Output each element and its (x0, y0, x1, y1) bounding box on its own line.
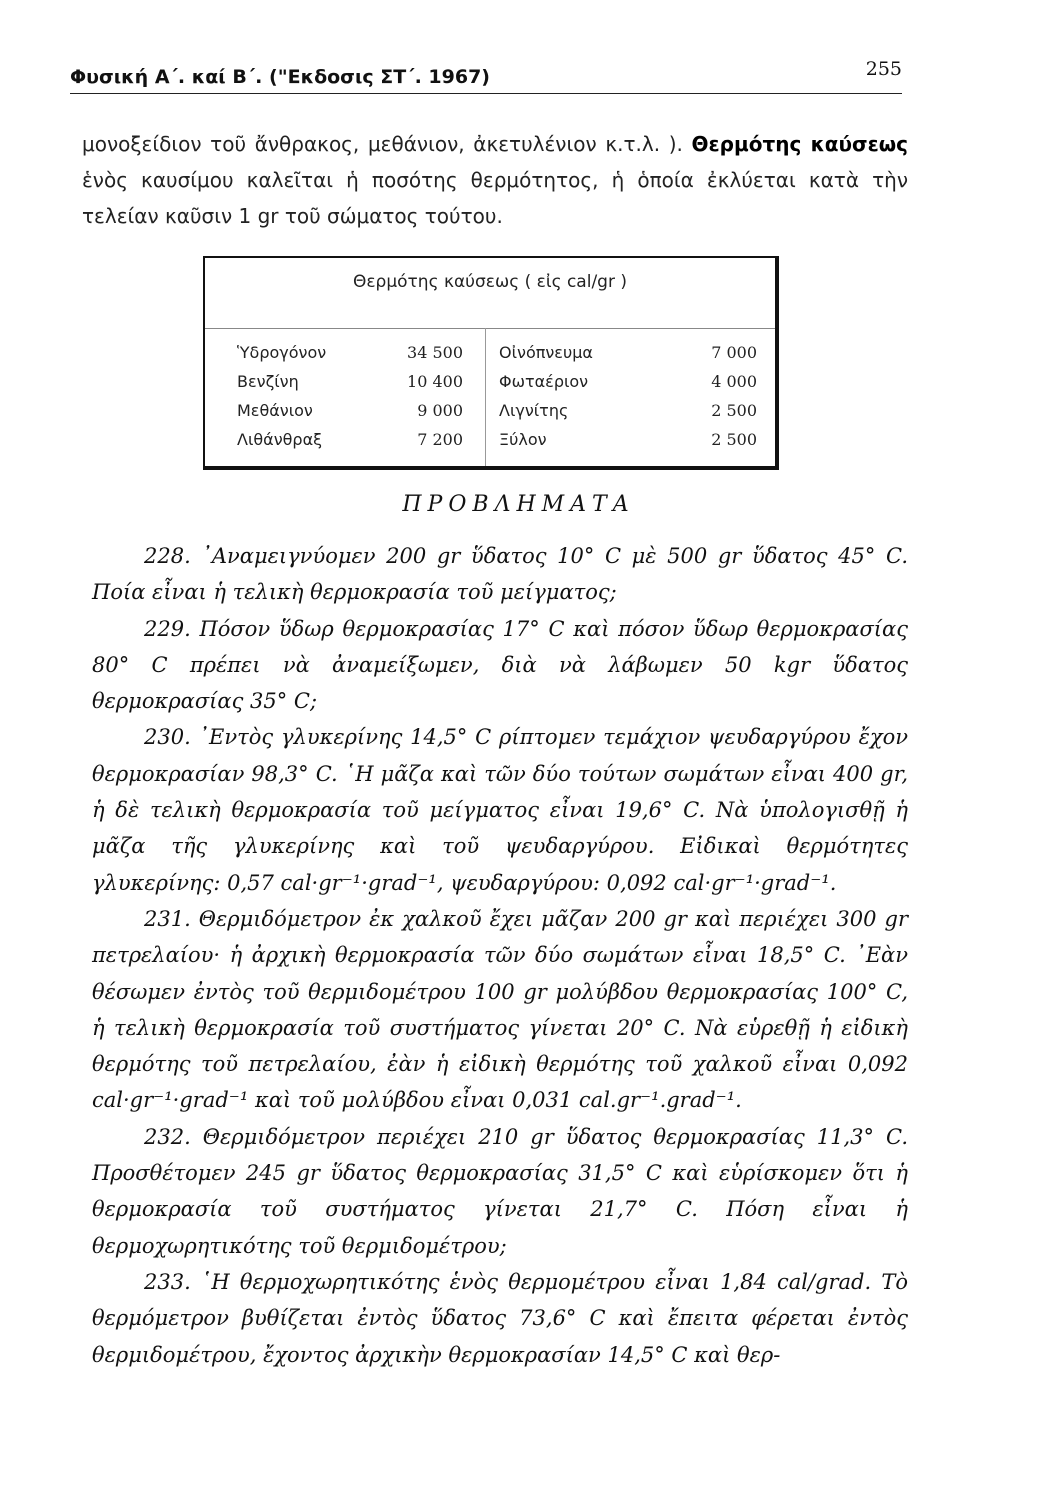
problem-232: 232. Θερμιδόμετρον περιέχει 210 gr ὕδατος θερμοκρασίας 11,3° C. Προσθέτομεν 245 gr ὕδατος θερμοκρασίας 31,5° C καὶ εὑρίσκομεν ὅτι ἡ θερμοκρασία τοῦ συστήματος γίνεται 21,7° C. Πόση εἶναι ἡ θερμοχωρητικότης τοῦ θερμιδομέτρου; (92, 1124, 908, 1258)
table-header-rule (205, 328, 775, 329)
intro-text-2: ἑνὸς καυσίμου καλεῖται ἡ ποσότης θερμότητος, ἡ ὁποία ἐκλύεται κατὰ τὴν τελείαν καῦσιν 1 gr τοῦ σώματος τούτου. (82, 168, 908, 228)
table-fuel-value: 10 400 (407, 372, 463, 391)
problem-231: 231. Θερμιδόμετρον ἐκ χαλκοῦ ἔχει μᾶζαν 200 gr καὶ περιέχει 300 gr πετρελαίου· ἡ ἀρχικὴ θερμοκρασία τῶν δύο σωμάτων εἶναι 18,5° C. ᾿Εὰν θέσωμεν ἐντὸς τοῦ θερμιδομέτρου 100 gr μολύβδου θερμοκρασίας 100° C, ἡ τελικὴ θερμοκρασία τοῦ συστήματος γίνεται 20° C. Νὰ εὑρεθῇ ἡ εἰδικὴ θερμότης τοῦ πετρελαίου, ἐὰν ἡ εἰδικὴ θερμότης τοῦ χαλκοῦ εἶναι 0,092 cal·gr⁻¹·grad⁻¹ καὶ τοῦ μολύβδου εἶναι 0,031 cal.gr⁻¹.grad⁻¹. (92, 906, 908, 1113)
header-rule (70, 93, 902, 94)
table-fuel-value: 34 500 (407, 343, 463, 362)
table-fuel-value: 4 000 (711, 372, 757, 391)
table-fuel-value: 2 500 (711, 430, 757, 449)
table-fuel-name: Ὑδρογόνον (237, 343, 327, 362)
table-fuel-value: 2 500 (711, 401, 757, 420)
table-fuel-value: 7 000 (711, 343, 757, 362)
running-header (70, 58, 910, 106)
page-number: 255 (865, 58, 902, 80)
table-fuel-name: Οἰνόπνευμα (499, 343, 593, 362)
intro-term: Θερμότης καύσεως (691, 132, 908, 156)
table-fuel-name: Λιθάνθραξ (237, 430, 323, 449)
problem-233: 233. ῾Η θερμοχωρητικότης ἑνὸς θερμομέτρου εἶναι 1,84 cal/grad. Τὸ θερμόμετρον βυθίζεται ἐντὸς ὕδατος 73,6° C καὶ ἔπειτα φέρεται ἐντὸς θερμιδομέτρου, ἔχοντος ἀρχικὴν θερμοκρασίαν 14,5° C καὶ θερ- (92, 1269, 908, 1367)
table-fuel-name: Μεθάνιον (237, 401, 313, 420)
table-fuel-value: 7 200 (417, 430, 463, 449)
intro-text-1: μονοξείδιον τοῦ ἄνθρακος, μεθάνιον, ἀκετυλένιον κ.τ.λ. ). (82, 132, 692, 156)
problem-228: 228. ᾿Αναμειγνύομεν 200 gr ὕδατος 10° C μὲ 500 gr ὕδατος 45° C. Ποία εἶναι ἡ τελικὴ θερμοκρασία τοῦ μείγματος; (92, 544, 908, 605)
table-fuel-name: Βενζίνη (237, 372, 299, 391)
problem-230: 230. ᾿Εντὸς γλυκερίνης 14,5° C ρίπτομεν τεμάχιον ψευδαργύρου ἔχον θερμοκρασίαν 98,3° C. ῾Η μᾶζα καὶ τῶν δύο τούτων σωμάτων εἶναι 400 gr, ἡ δὲ τελικὴ θερμοκρασία τοῦ μείγματος εἶναι 19,6° C. Νὰ ὑπολογισθῇ ἡ μᾶζα τῆς γλυκερίνης καὶ τοῦ ψευδαργύρου. Εἰδικαὶ θερμότητες γλυκερίνης: 0,57 cal·gr⁻¹·grad⁻¹, ψευδαργύρου: 0,092 cal·gr⁻¹·grad⁻¹. (92, 725, 908, 895)
problems-list (92, 538, 908, 1373)
table-fuel-name: Ξύλον (499, 430, 547, 449)
table-caption: Θερμότης καύσεως ( εἰς cal/gr ) (352, 272, 627, 292)
problems-heading: ΠΡΟΒΛΗΜΑΤΑ (402, 492, 635, 517)
intro-paragraph (82, 126, 908, 234)
heat-of-combustion-table (203, 256, 779, 470)
table-fuel-name: Φωταέριον (499, 372, 589, 391)
header-title: Φυσική Α΄. καί Β΄. ("Εκδοσις ΣΤ΄. 1967) (70, 66, 490, 88)
table-fuel-value: 9 000 (417, 401, 463, 420)
table-column-divider (485, 328, 486, 466)
problem-229: 229. Πόσον ὕδωρ θερμοκρασίας 17° C καὶ πόσον ὕδωρ θερμοκρασίας 80° C πρέπει νὰ ἀναμείξωμεν, διὰ νὰ λάβωμεν 50 kgr ὕδατος θερμοκρασίας 35° C; (92, 616, 908, 714)
table-fuel-name: Λιγνίτης (499, 401, 569, 420)
